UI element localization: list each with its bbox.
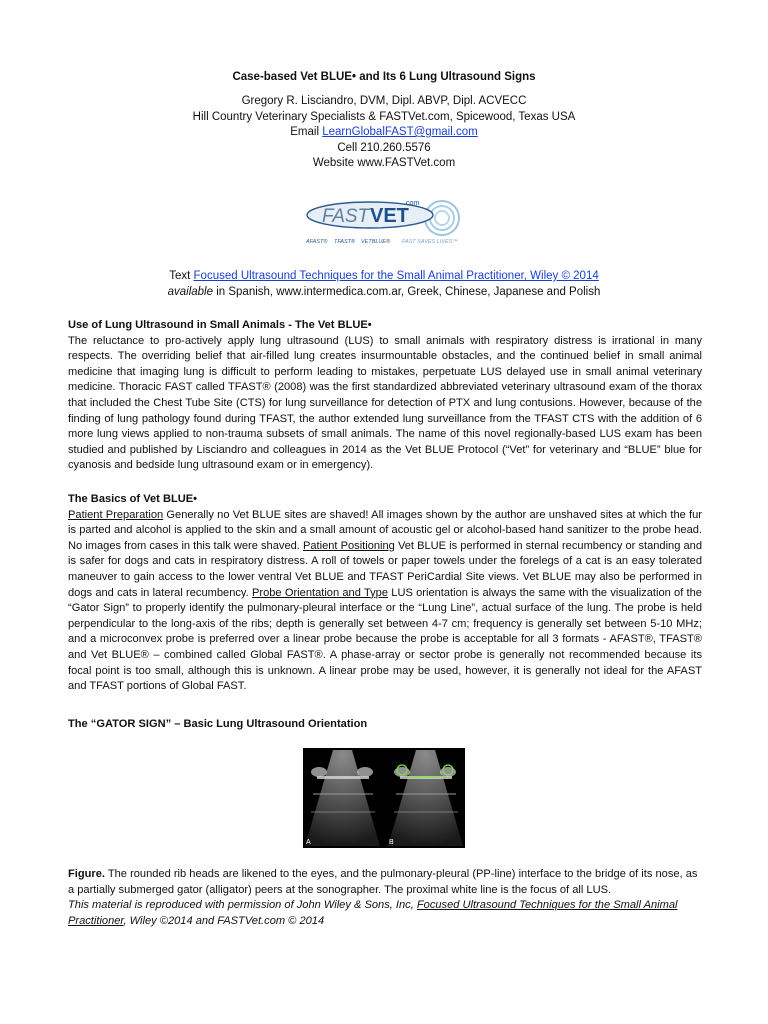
ultrasound-figure [303,748,465,848]
author-block [0,94,768,172]
availability-line [0,285,768,301]
permission-rest: , Wiley ©2014 and FASTVet.com © 2014 [123,914,325,927]
patient-preparation-label: Patient Preparation [68,508,164,521]
author-email-line [0,125,768,141]
email-link[interactable]: LearnGlobalFAST@gmail.com [322,126,478,138]
availability-text: in Spanish, www.intermedica.com.ar, Greek, Chinese, Japanese and Polish [213,285,601,298]
section-heading-basics: The Basics of Vet BLUE• [68,493,198,505]
book-link[interactable]: Focused Ultrasound Techniques for the Small Animal Practitioner, Wiley © 2014 [193,270,599,282]
logo-fast: FAST [322,206,370,227]
author-website: Website www.FASTVet.com [312,157,456,169]
author-name: Gregory R. Lisciandro, DVM, Dipl. ABVP, Dipl. ACVECC [241,95,527,107]
logo-vet: VET [370,205,409,227]
probe-orientation-label: Probe Orientation and Type [252,586,389,599]
probe-orientation-text: LUS orientation is always the same with the visualization of the “Gator Sign” to properly identify the pulmonary-pleural interface or the “Lung Line”, actual surface of the lung. The probe is held perpendicular to the long-axis of the ribs; depth is generally set between 4-7 cm; frequency is generally set between 5-10 MHz; and a microconvex probe is preferred over a linear probe because the probe is acceptable for all 3 formats - AFAST®, TFAST® and Vet BLUE® – combined called Global FAST®. A phase-array or sector probe is generally not recommended because its focal point is too small, although this is unknown. A linear probe may be used, however, it is generally not ideal for the AFAST and TFAST portions of Global FAST. [68,586,702,693]
available-word: available [167,285,214,298]
figure-caption-text [68,867,702,898]
logo-tagline-afast: AFAST® [306,239,328,245]
logo-tagline-tfast: TFAST® [334,239,356,245]
ultrasound-image-b [386,748,465,848]
ultrasound-panel-b [386,748,465,848]
section-body-lung-ultrasound: The reluctance to pro-actively apply lung ultrasound (LUS) to small animals with respiratory distress is irrational in many respects. The overriding belief that air-filled lung creates insurmountable obstacles, and the continued belief in small animal medicine that imaging lung is difficult to perform leading to mistakes, perpetuate LUS delayed use in small animal veterinary medicine. Thoracic FAST called TFAST® (2008) was the first standardized abbreviated veterinary ultrasound exam of the thorax that included the Chest Tube Site (CTS) for lung surveillance for detection of PTX and lung contusions. However, because of the finding of lung pathology found during TFAST, the author extended lung surveillance from the TFAST CTS with the addition of 6 more lung views applied to non-trauma subsets of small animals. The name of this novel regionally-based LUS exam has been studied and published by Lisciandro and colleagues in 2014 as the Vet BLUE Protocol (“Vet” for veterinary and “BLUE” blue for cyanosis and bedside lung ultrasound exam or in emergency). [68,334,702,472]
patient-positioning-text: Vet BLUE is performed in sternal recumbency or standing and is safer for dogs and cats in respiratory distress. A roll of towels or paper towels under the forelegs of a cat is an easy tolerated maneuver to gain access to the lower ventral Vet BLUE and TFAST PeriCardial Site views. Vet BLUE may also be performed in dogs and cats in lateral recumbency. [68,539,702,599]
logo-tagline-vetblue: VETBLUE® [361,239,391,245]
logo-tagline-saves: FAST SAVES LIVES™ [402,239,458,245]
figure-caption-label: Figure. [68,868,105,880]
section-lung-ultrasound [68,318,702,474]
section-heading-gator-sign: The “GATOR SIGN” – Basic Lung Ultrasound Orientation [68,718,368,730]
section-body-basics [68,508,702,695]
figure-permission [68,898,702,929]
figure-caption-body: The rounded rib heads are likened to the eyes, and the pulmonary-pleural (PP-line) interface to the bridge of its nose, as a partially submerged gator (alligator) peers at the sonographer. The proximal white line is the focus of all LUS. [68,868,698,896]
panel-label-b: B [389,839,394,846]
patient-positioning-label: Patient Positioning [302,539,395,552]
panel-label-a: A [306,839,311,846]
fastvet-logo [302,190,466,250]
text-reference-line [0,269,768,285]
permission-text: This material is reproduced with permission of John Wiley & Sons, Inc, [68,899,417,912]
author-cell: Cell 210.260.5576 [337,141,431,154]
ultrasound-panel-a [303,748,382,848]
author-affiliation: Hill Country Veterinary Specialists & FASTVet.com, Spicewood, Texas USA [192,110,576,123]
patient-preparation-text: Generally no Vet BLUE sites are shaved! All images shown by the author are unshaved sites at which the fur is parted and alcohol is applied to the skin and a small amount of acoustic gel or alcohol-based hand sanitizer to the probe head. No images from cases in this talk were shaved. [68,508,702,552]
document-title: Case-based Vet BLUE• and Its 6 Lung Ultrasound Signs [232,71,536,83]
section-gator-sign [68,717,702,733]
email-label: Email [290,126,323,138]
figure-caption [68,867,702,929]
permission-book-title: Focused Ultrasound Techniques for the Small Animal Practitioner [68,899,678,927]
section-heading-lung-ultrasound: Use of Lung Ultrasound in Small Animals - The Vet BLUE• [68,319,372,331]
section-basics [68,492,702,695]
text-label: Text [169,270,194,282]
logo-com: .com [404,200,420,207]
ultrasound-image-a [303,748,382,848]
text-reference [0,269,768,300]
